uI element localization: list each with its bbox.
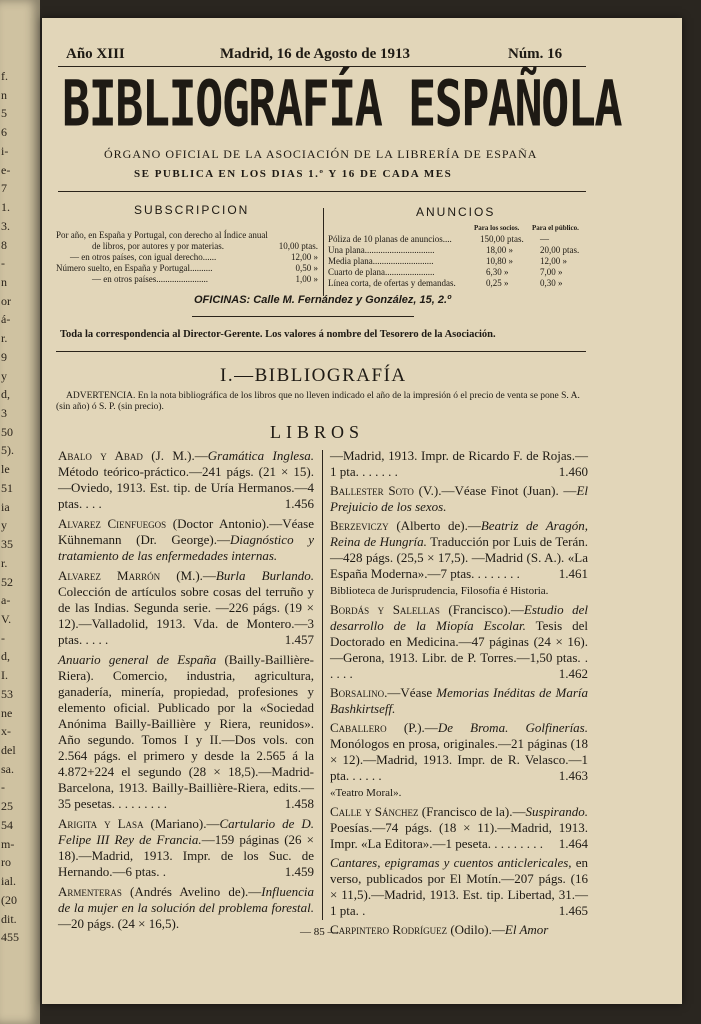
subscription-price: 0,50 » — [295, 263, 318, 273]
entry-title: Burla Burlando. — [215, 568, 314, 583]
facing-page-fragment: 51 — [1, 480, 13, 495]
facing-page-fragment: - — [1, 630, 5, 645]
subscription-label: Por año, en España y Portugal, con derecho al Índice anual — [56, 230, 268, 240]
entry-title: Anuario general de España — [58, 652, 217, 667]
subscription-row — [56, 263, 318, 274]
page-number: — 85 — — [300, 926, 339, 938]
entry-author: Ballester Soto — [330, 483, 414, 498]
entry-number: 1.457 — [284, 632, 314, 647]
advertising-members-price: 10,80 » — [486, 256, 513, 266]
facing-page-fragment: 7 — [1, 181, 7, 196]
year-label: Año XIII — [66, 46, 125, 62]
entry-author: Alvarez Cienfuegos — [58, 516, 167, 531]
entry-text: (P.).— — [386, 720, 438, 735]
facing-page-fragment: y — [1, 368, 7, 383]
facing-page-fragment: ro — [1, 855, 11, 870]
header-column-divider — [323, 208, 324, 296]
facing-page-edge — [0, 0, 40, 1024]
advertising-public-price: 0,30 » — [540, 278, 563, 288]
advertising-public-price: — — [540, 234, 549, 244]
facing-page-fragment: d, — [1, 387, 10, 402]
advertencia-note: ADVERTENCIA. En la nota bibliográfica de los libros que no lleven indicado el año de la impresión ó el precio de venta se pone S. A. (sin año) ó S. P. (sin precio). — [56, 391, 580, 412]
advertising-public-price: 20,00 ptas. — [540, 245, 580, 255]
document-page — [42, 18, 682, 1004]
entry-number: 1.458 — [284, 796, 314, 811]
advertising-row — [328, 245, 590, 256]
advertising-members-price: 18,00 » — [486, 245, 513, 255]
facing-page-fragment: y — [1, 518, 7, 533]
facing-page-fragment: - — [1, 780, 5, 795]
book-entry — [330, 720, 588, 784]
facing-page-fragment: 1. — [1, 200, 10, 215]
entry-title: De Broma. Golfinerías. — [437, 720, 588, 735]
offices-address: OFICINAS: Calle M. Fernández y González, 15, 2.º — [194, 294, 452, 306]
entry-title: Influencia de la mujer en la solución del problema forestal. — [58, 884, 314, 915]
advertising-col-members: Para los socios. — [474, 224, 520, 232]
entry-author: Caballero — [330, 720, 387, 735]
entry-author: Calle y Sánchez — [330, 804, 419, 819]
advertising-public-price: 7,00 » — [540, 267, 563, 277]
facing-page-fragment: á- — [1, 312, 11, 327]
entry-title: Cartulario de D. Felipe III Rey de Francia. — [58, 816, 314, 847]
advertising-col-public: Para el público. — [532, 224, 579, 232]
masthead-bottom-rule — [56, 351, 586, 352]
entry-text: (M.).— — [160, 568, 216, 583]
collection-note — [330, 583, 588, 599]
entry-title: Estudio del desarrollo de la Miopía Escolar. — [330, 602, 589, 633]
entry-text: (V.).—Véase Finot (Juan). — — [413, 483, 577, 498]
books-heading: LIBROS — [270, 422, 365, 442]
subscription-price: 12,00 » — [291, 252, 318, 262]
entry-text: (Odilo).— — [447, 922, 505, 937]
facing-page-fragment: 25 — [1, 799, 13, 814]
advertising-table — [328, 234, 590, 289]
entry-number: 1.456 — [284, 496, 314, 511]
book-entry — [330, 855, 588, 919]
facing-page-fragment: ia — [1, 499, 10, 514]
facing-page-fragment: 50 — [1, 424, 13, 439]
advertising-label: Cuarto de plana...................... — [328, 267, 435, 277]
advertising-label: Media plana........................... — [328, 256, 434, 266]
facing-page-fragment: i- — [1, 143, 9, 158]
facing-page-fragment: del — [1, 743, 16, 758]
journal-subtitle: ÓRGANO OFICIAL DE LA ASOCIACIÓN DE LA LIBRERÍA DE ESPAÑA — [104, 147, 538, 161]
facing-page-fragment: 455 — [1, 930, 19, 945]
book-entry — [330, 602, 588, 682]
advertising-label: Una plana............................... — [328, 245, 435, 255]
entry-author: Carpintero Rodríguez — [330, 922, 448, 937]
subscription-row — [56, 241, 318, 252]
book-entry — [330, 448, 588, 480]
entry-text: (Alberto de).— — [388, 518, 481, 533]
facing-page-fragment: d, — [1, 649, 10, 664]
facing-page-fragment: (20 — [1, 892, 17, 907]
facing-page-fragment: 5). — [1, 443, 14, 458]
book-entry — [330, 685, 588, 717]
entry-title: Memorias Inéditas de María Bashkirtseff. — [330, 685, 588, 716]
facing-page-fragment: m- — [1, 836, 15, 851]
advertising-members-price: 150,00 ptas. — [480, 234, 524, 244]
facing-page-fragment: 8 — [1, 237, 7, 252]
subscription-label: Número suelto, en España y Portugal.......... — [56, 263, 213, 273]
entry-title: El Prejuicio de los sexos. — [330, 483, 588, 514]
advertising-row — [328, 278, 590, 289]
header-rule — [58, 66, 586, 67]
advertising-members-price: 6,30 » — [486, 267, 509, 277]
entry-text: (Francisco).— — [439, 602, 524, 617]
advertising-members-price: 0,25 » — [486, 278, 509, 288]
entry-title: El Amor — [504, 922, 549, 937]
entry-text: —Madrid, 1913. Impr. de Ricardo F. de Rojas.—1 pta. . . . . . . — [330, 448, 588, 479]
book-entry — [58, 884, 314, 932]
left-column — [58, 448, 314, 932]
book-entry — [330, 518, 588, 582]
facing-page-fragment: a- — [1, 593, 11, 608]
subscription-label: de libros, por autores y por materias. — [92, 241, 224, 251]
title-rule — [58, 191, 586, 192]
entry-title: Suspirando. — [525, 804, 588, 819]
subscription-label: — en otros países, con igual derecho...... — [70, 252, 217, 262]
subscription-table — [56, 230, 318, 285]
subscription-label: — en otros países....................... — [92, 274, 208, 284]
entry-number: 1.462 — [558, 666, 588, 681]
offices-rule — [192, 316, 414, 317]
entry-text: Método teórico-práctico.—241 págs. (21 × 15).—Oviedo, 1913. Est. tip. de Uría Hermanos.—4 ptas. . . . — [58, 464, 314, 511]
entry-text: —159 páginas (26 × 18).—Madrid, 1913. Impr. de los Suc. de Hernando.—6 ptas. . — [58, 832, 315, 879]
facing-page-fragment: r. — [1, 331, 8, 346]
entry-number: 1.459 — [284, 864, 314, 879]
entry-text: «Teatro Moral». — [330, 787, 402, 799]
subscription-row — [56, 230, 318, 241]
entry-text: Monólogos en prosa, originales.—21 páginas (18 × 12).—Madrid, 1913. Impr. de R. Velasco.—1 pta. . . . . . — [330, 736, 588, 783]
entry-text: (Doctor Antonio).—Véase Kühnemann (Dr. George).— — [58, 516, 314, 547]
book-entry — [330, 922, 588, 938]
advertising-label: Póliza de 10 planas de anuncios.... — [328, 234, 452, 244]
entry-author: Berzeviczy — [330, 518, 389, 533]
book-entry — [58, 816, 314, 880]
book-entry — [330, 483, 588, 515]
entry-title: Diagnóstico y tratamiento de las enfermedades internas. — [58, 532, 314, 563]
entry-author: Bordás y Salellas — [330, 602, 440, 617]
facing-page-fragment: or — [1, 293, 11, 308]
entry-title: Gramática Inglesa. — [207, 448, 315, 463]
book-entry — [58, 652, 314, 812]
right-column — [330, 448, 588, 938]
journal-title: BIBLIOGRAFÍA ESPAÑOLA — [62, 68, 621, 142]
facing-page-fragment: 6 — [1, 125, 7, 140]
entry-text: Poesías.—74 págs. (18 × 11).—Madrid, 1913. Impr. «La Editora».—1 peseta. . . . . . . . . — [330, 820, 588, 851]
entry-text: Tesis del Doctorado en Medicina.—47 páginas (24 × 16).—Gerona, 1913. Libr. de P. Torres.—1,50 ptas. . . . . . — [330, 618, 589, 681]
facing-page-fragment: 5 — [1, 106, 7, 121]
facing-page-fragment: 52 — [1, 574, 13, 589]
advertising-row — [328, 267, 590, 278]
entry-text: (Andrés Avelino de).— — [121, 884, 262, 899]
facing-page-fragment: 54 — [1, 817, 13, 832]
facing-page-fragment: 3 — [1, 406, 7, 421]
advertising-label: Línea corta, de ofertas y demandas. — [328, 278, 456, 288]
facing-page-fragment: ial. — [1, 874, 16, 889]
book-entry — [330, 804, 588, 852]
advertising-heading: ANUNCIOS — [416, 205, 496, 219]
entry-text: Traducción por Luis de Terán.—428 págs. (25,5 × 17,5). —Madrid (S. A.). «La España Moderna».—7 ptas. . . . . . . . — [330, 534, 588, 581]
book-entry — [58, 568, 314, 648]
facing-page-fragment: 53 — [1, 686, 13, 701]
subscription-price: 1,00 » — [295, 274, 318, 284]
entry-number: 1.463 — [558, 768, 588, 783]
entry-text: Colección de artículos sobre cosas del terruño y de las Indias. Segunda serie. —226 págs. (19 × 12).—Valladolid, 1913. Vda. de Montero.—3 ptas. . . . . — [58, 584, 314, 647]
facing-page-fragment: 9 — [1, 349, 7, 364]
facing-page-fragment: e- — [1, 162, 11, 177]
entry-number: 1.460 — [558, 464, 588, 479]
facing-page-fragment: I. — [1, 668, 8, 683]
issue-date: Madrid, 16 de Agosto de 1913 — [220, 46, 411, 62]
entry-title: Beatriz de Aragón, Reina de Hungría. — [330, 518, 588, 549]
correspondence-note: Toda la correspondencia al Director-Gerente. Los valores á nombre del Tesorero de la Asociación. — [60, 329, 496, 340]
entry-number: 1.464 — [558, 836, 588, 851]
facing-page-fragment: x- — [1, 724, 11, 739]
entry-number: 1.461 — [558, 566, 588, 581]
entry-author: Armenteras — [58, 884, 122, 899]
facing-page-fragment: ne — [1, 705, 13, 720]
entry-author: Arigita y Lasa — [58, 816, 144, 831]
subscription-row — [56, 252, 318, 263]
entry-text: —20 págs. (24 × 16,5). — [58, 916, 180, 931]
facing-page-fragment: - — [1, 256, 5, 271]
entry-text: (Francisco de la).— — [418, 804, 526, 819]
advertising-row — [328, 256, 590, 267]
entry-text: (J. M.).— — [142, 448, 208, 463]
facing-page-fragment: n — [1, 274, 7, 289]
facing-page-fragment: 35 — [1, 537, 13, 552]
facing-page-fragment: V. — [1, 611, 12, 626]
advertising-public-price: 12,00 » — [540, 256, 567, 266]
facing-page-fragment: r. — [1, 555, 8, 570]
entry-number: 1.465 — [558, 903, 588, 918]
facing-page-fragment: le — [1, 462, 10, 477]
facing-page-fragment: 3. — [1, 218, 10, 233]
entry-author: Borsalino — [330, 685, 385, 700]
entry-text: .—Véase — [384, 685, 437, 700]
subscription-price: 10,00 ptas. — [278, 241, 318, 251]
subscription-heading: SUBSCRIPCION — [134, 203, 250, 217]
entry-title: Cantares, epigramas y cuentos anticlericales, — [330, 855, 572, 870]
entry-text: (Bailly-Baillière-Riera). Comercio, industria, agricultura, ganadería, minería, propiedad, profesiones y elemento oficial. Publicado por la «Sociedad Anónima Bailly-Baillière y Riera, reunidos». Año segundo. Tomos I y II.—Dos vols. con 2.564 págs. el primero y desde la 2.565 á la 4.872+224 el segundo (28 × 18,5).—Madrid-Barcelona, 1913. Bailly-Baillière-Riera, edits.—35 pesetas. . . . . . . . . — [58, 652, 314, 811]
publication-days: SE PUBLICA EN LOS DIAS 1.º Y 16 DE CADA MES — [134, 168, 453, 180]
entry-text: (Mariano).— — [143, 816, 220, 831]
advertising-row — [328, 234, 590, 245]
entry-text: Biblioteca de Jurisprudencia, Filosofía é Historia. — [330, 585, 549, 597]
issue-number: Núm. 16 — [508, 46, 563, 62]
facing-page-fragment: dit. — [1, 911, 17, 926]
subscription-row — [56, 274, 318, 285]
entry-author: Alvarez Marrón — [58, 568, 161, 583]
facing-page-fragment: n — [1, 87, 7, 102]
column-divider — [322, 450, 323, 920]
entry-author: Abalo y Abad — [58, 448, 143, 463]
book-entry — [58, 448, 314, 512]
facing-page-fragment: sa. — [1, 761, 14, 776]
collection-note — [330, 785, 588, 801]
section-title: I.—BIBLIOGRAFÍA — [220, 365, 407, 386]
book-entry — [58, 516, 314, 564]
entry-text: en verso, publicados por El Motín.—207 págs. (16 × 11,5).—Madrid, 1913. Est. tip. Libertad, 31.—1 pta. . — [330, 855, 588, 918]
facing-page-fragment: f. — [1, 69, 8, 83]
